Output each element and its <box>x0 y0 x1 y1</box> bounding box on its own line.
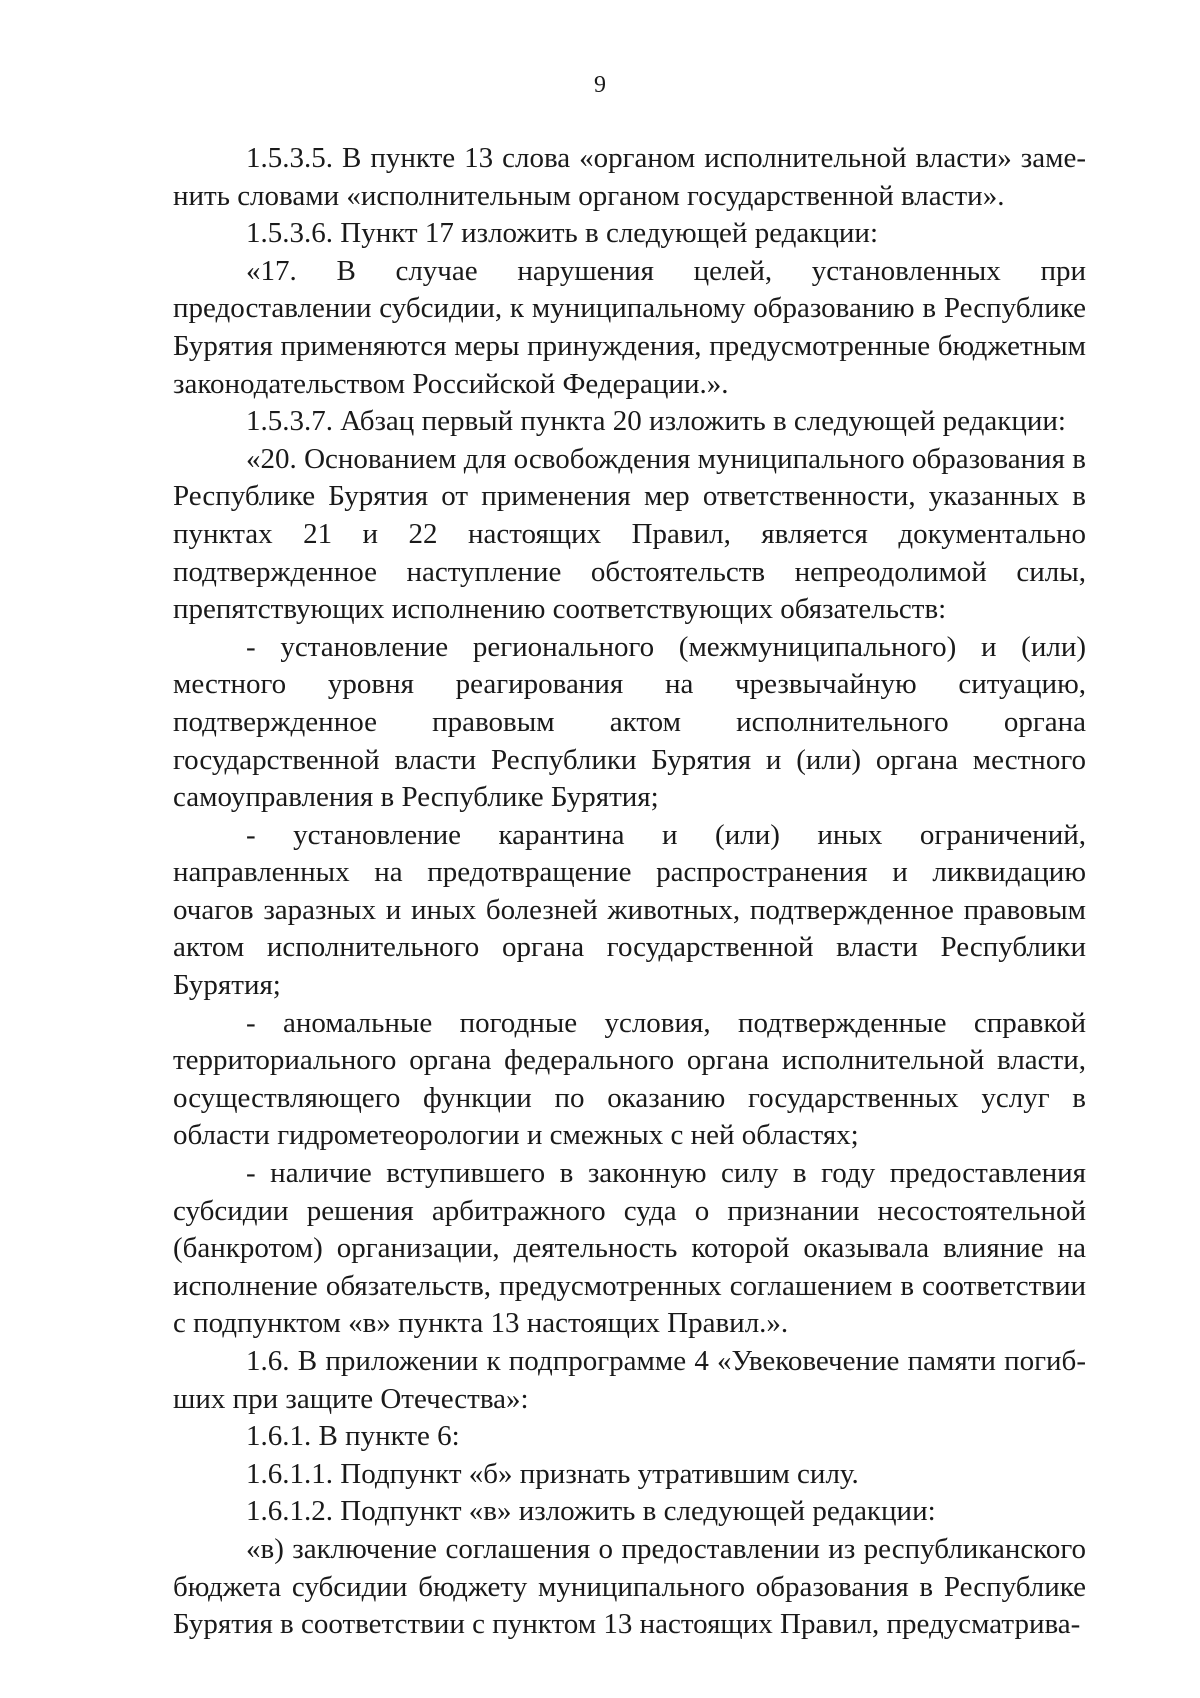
list-item-paragraph: - наличие вступившего в законную силу в году предоставления субсидии решения арбитражного суда о признании несостоятельной (банкротом) организации, деятельность которой оказывала влияние на исполнение обязательств, предусмотренных соглашением в соответствии с подпунктом «в» пункта 13 настоящих Правил.». <box>173 1157 1086 1340</box>
paragraph: 1.5.3.5. В пункте 13 слова «органом исполнительной власти» заменить словами «исполнительным органом государственной власти». <box>173 142 1086 212</box>
paragraph: 1.5.3.6. Пункт 17 изложить в следующей редакции: <box>246 217 879 250</box>
list-item-paragraph: - установление регионального (межмуниципального) и (или) местного уровня реагирования на чрезвычайную ситуацию, подтвержденное правовым актом исполнительного органа государственной власти Республики Бурятия и (или) органа местного самоуправления в Республике Бурятия; <box>173 630 1086 814</box>
page-number: 9 <box>594 72 606 98</box>
list-item-paragraph: - установление карантина и (или) иных ограничений, направленных на предотвращение распространения и ликвидацию очагов заразных и иных болезней животных, подтвержденное правовым актом исполнительного органа государственной власти Республики Бурятия; <box>173 818 1086 1002</box>
paragraph: 1.6. В приложении к подпрограмме 4 «Увековечение памяти погибших при защите Отечества»: <box>173 1345 1086 1415</box>
paragraph: 1.5.3.7. Абзац первый пункта 20 изложить в следующей редакции: <box>246 405 1066 438</box>
paragraph: 1.6.1.2. Подпункт «в» изложить в следующей редакции: <box>246 1495 936 1528</box>
paragraph: 1.6.1. В пункте 6: <box>246 1420 460 1453</box>
paragraph: 1.6.1.1. Подпункт «б» признать утратившим силу. <box>246 1457 859 1490</box>
document-body <box>173 140 1086 1644</box>
paragraph: «в) заключение соглашения о предоставлении из республиканского бюджета субсидии бюджету муниципального образования в Республике Бурятия в соответствии с пунктом 13 настоящих Правил, предусматрива- <box>173 1532 1086 1641</box>
list-item-paragraph: - аномальные погодные условия, подтвержденные справкой территориального органа федерального органа исполнительной власти, осуществляющего функции по оказанию государственных услуг в области гидрометеорологии и смежных с ней областях; <box>173 1006 1086 1152</box>
paragraph: «17. В случае нарушения целей, установленных при предоставлении субсидии, к муниципальному образованию в Республике Бурятия применяются меры принуждения, предусмотренные бюджетным законодательством Российской Федерации.». <box>173 254 1086 400</box>
paragraph: «20. Основанием для освобождения муниципального образования в Республике Бурятия от применения мер ответственности, указанных в пунктах 21 и 22 настоящих Правил, является документально подтвержденное наступление обстоятельств непреодолимой силы, препятствующих исполнению соответствующих обязательств: <box>173 442 1086 626</box>
